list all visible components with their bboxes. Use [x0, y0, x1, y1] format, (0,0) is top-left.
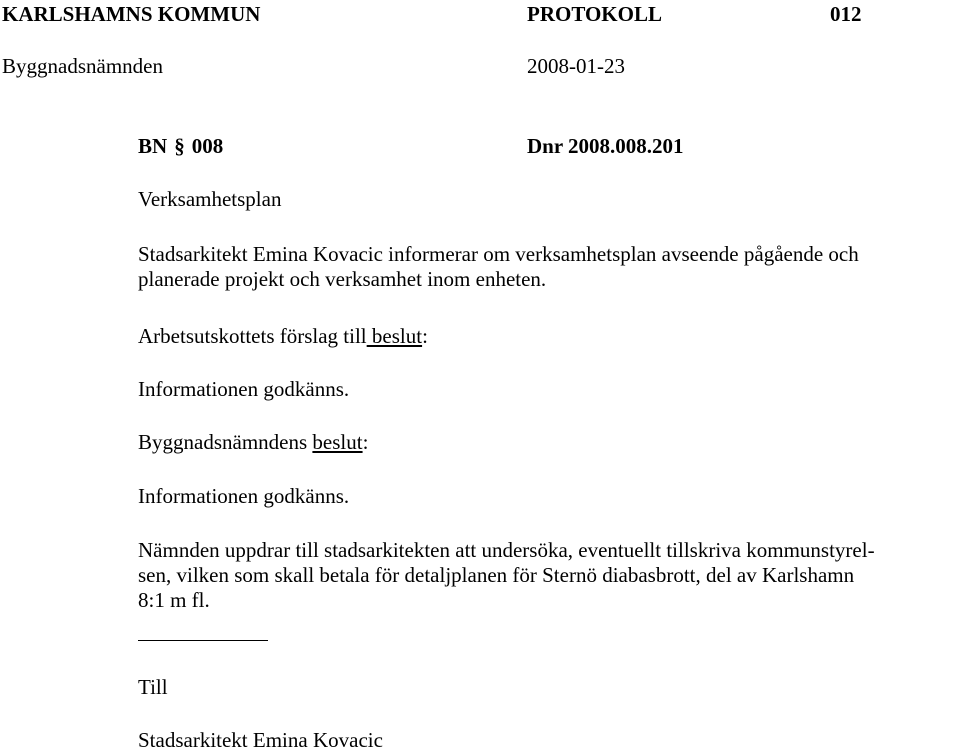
case-number	[527, 134, 684, 159]
assignment-line-3: 8:1 m fl.	[138, 588, 210, 612]
intro-paragraph	[138, 242, 859, 292]
bn-heading-underlined: beslut	[312, 430, 363, 454]
committee-name: Byggnadsnämnden	[2, 54, 163, 78]
intro-line-1: Stadsarkitekt Emina Kovacic informerar om verksamhetsplan avseende pågående och	[138, 242, 859, 266]
bn-heading-prefix: Byggnadsnämndens	[138, 430, 308, 454]
separator-line	[138, 640, 268, 641]
organization-name: KARLSHAMNS KOMMUN	[2, 2, 261, 26]
au-heading-suffix: :	[422, 324, 428, 348]
assignment-line-2: sen, vilken som skall betala för detaljplanen för Sternö diabasbrott, del av Karlshamn	[138, 563, 855, 587]
dnr-number: 2008.008.201	[568, 134, 684, 158]
dnr-label: Dnr	[527, 134, 563, 158]
assignment-paragraph	[138, 538, 875, 613]
bn-decision-heading	[138, 430, 368, 455]
au-proposal-heading	[138, 324, 428, 349]
document-type: PROTOKOLL	[527, 2, 662, 26]
distribution-label: Till	[138, 675, 168, 699]
page-number: 012	[830, 2, 862, 26]
bn-heading-suffix: :	[362, 430, 369, 454]
distribution-recipient: Stadsarkitekt Emina Kovacic	[138, 728, 383, 750]
au-heading-prefix: Arbetsutskottets förslag till	[138, 324, 367, 348]
section-id	[138, 134, 223, 159]
section-label: BN	[138, 134, 168, 158]
section-mark-icon: §	[174, 134, 185, 158]
au-heading-underlined: beslut	[366, 324, 423, 348]
meeting-date: 2008-01-23	[527, 54, 625, 78]
assignment-line-1: Nämnden uppdrar till stadsarkitekten att undersöka, eventuellt tillskriva kommunstyrel-	[138, 538, 875, 562]
intro-line-2: planerade projekt och verksamhet inom enheten.	[138, 267, 547, 291]
bn-decision-text: Informationen godkänns.	[138, 484, 350, 508]
au-decision-text: Informationen godkänns.	[138, 377, 350, 401]
section-number: 008	[191, 134, 224, 158]
case-subject: Verksamhetsplan	[138, 187, 282, 211]
